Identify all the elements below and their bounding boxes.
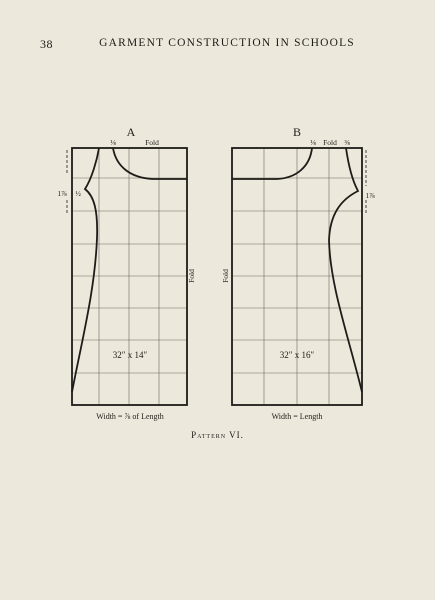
pattern-a-side-measure-right: ½ [75,189,81,198]
pattern-a-top-fold: Fold [145,138,159,147]
pattern-a-side-fold: Fold [187,269,196,283]
pattern-caption: Pattern VI. [191,430,244,440]
pattern-b-top-fraction-left: ⅛ [310,138,316,147]
pattern-a-neckline [113,148,187,179]
pattern-a-top-fraction: ⅛ [110,138,116,147]
pattern-b-side-seam [329,148,362,392]
page-number: 38 [40,37,53,51]
pattern-b-neckline [232,148,312,179]
pattern-a-side-measure-left: 1⅞ [57,189,67,198]
pattern-b-grid [232,148,362,405]
pattern-b-letter: B [292,125,302,139]
pattern-b-size: 32″ x 16″ [279,350,315,360]
pattern-a [57,125,196,421]
pattern-b-rule: Width = Length [271,412,323,421]
pattern-a-grid [72,148,187,405]
pattern-b-top-fold: Fold [323,138,337,147]
pattern-a-frame [72,148,187,405]
pattern-b-top-fraction-right: ⅜ [344,138,350,147]
running-title: GARMENT CONSTRUCTION IN SCHOOLS [99,37,355,49]
pattern-b-side-fold: Fold [221,269,230,283]
pattern-a-size: 32″ x 14″ [112,350,148,360]
pattern-b-side-measure: 1⅞ [365,191,375,200]
pattern-a-letter: A [126,125,136,139]
pattern-b [221,125,375,421]
pattern-a-rule: Width = ⅞ of Length [96,412,164,421]
pattern-a-side-seam [72,148,99,392]
